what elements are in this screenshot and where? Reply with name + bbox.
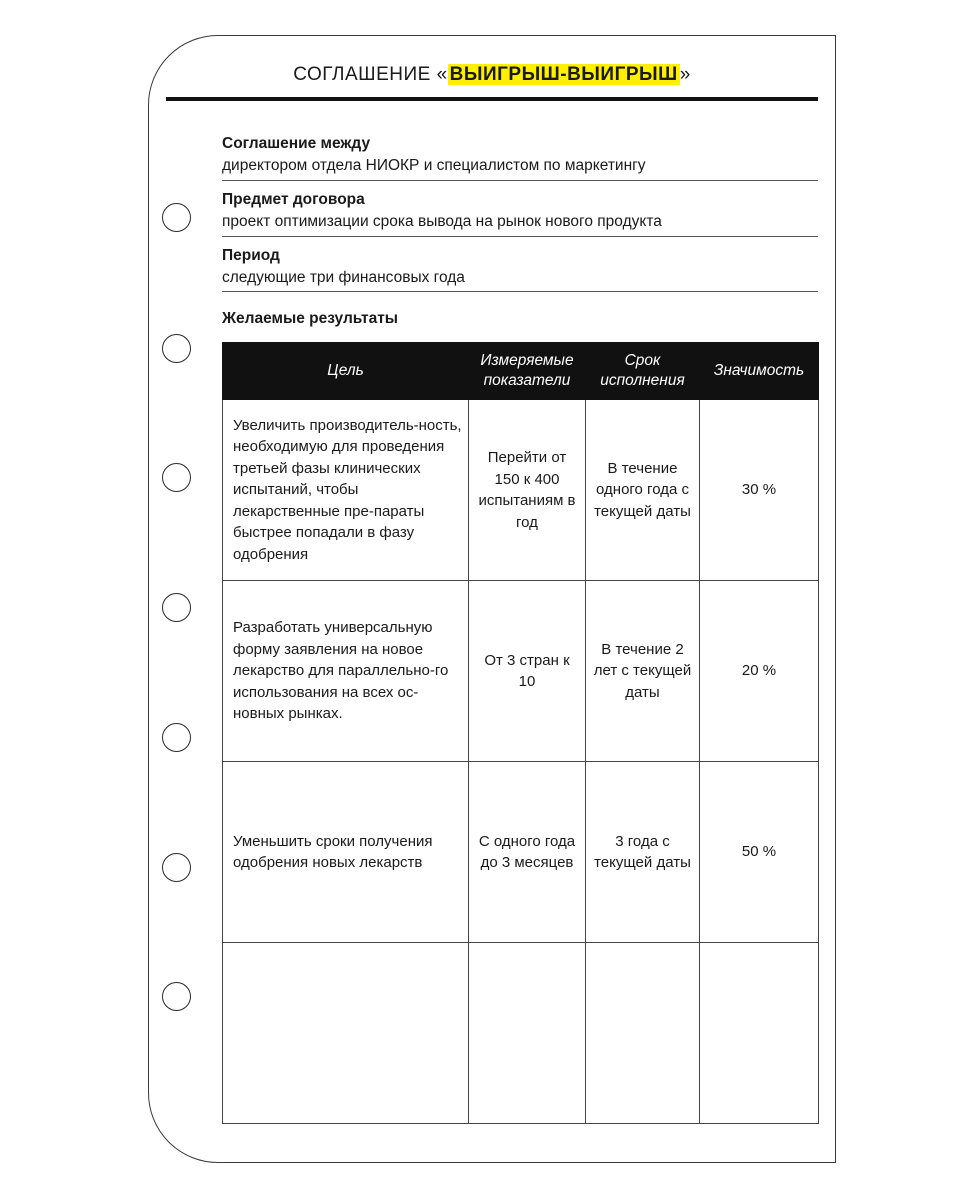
results-table bbox=[222, 342, 819, 1124]
field-value: следующие три финансовых года bbox=[222, 269, 465, 286]
metric-cell: С одного года до 3 месяцев bbox=[469, 762, 586, 943]
binder-hole bbox=[162, 982, 191, 1011]
contract-subject-field bbox=[222, 190, 818, 231]
field-value: директором отдела НИОКР и специалистом по маркетингу bbox=[222, 157, 646, 174]
binder-hole bbox=[162, 334, 191, 363]
deadline-cell: 3 года с текущей даты bbox=[586, 762, 700, 943]
field-divider bbox=[222, 180, 818, 181]
field-label: Предмет договора bbox=[222, 191, 365, 208]
deadline-cell bbox=[586, 943, 700, 1124]
table-row bbox=[223, 400, 819, 581]
field-divider bbox=[222, 291, 818, 292]
page-title bbox=[166, 64, 818, 86]
title-highlight: ВЫИГРЫШ-ВЫИГРЫШ bbox=[449, 64, 678, 85]
goal-cell: Уменьшить сроки получения одобрения новых лекарств bbox=[223, 762, 469, 943]
agreement-between-field bbox=[222, 134, 818, 175]
deadline-cell: В течение одного года с текущей даты bbox=[586, 400, 700, 581]
binder-hole bbox=[162, 593, 191, 622]
metric-cell: От 3 стран к 10 bbox=[469, 581, 586, 762]
period-field bbox=[222, 246, 818, 287]
goal-cell: Разработать универсальную форму заявления на новое лекарство для параллельно-го использования на всех ос-новных рынках. bbox=[223, 581, 469, 762]
column-header-goal: Цель bbox=[223, 343, 469, 400]
metric-cell: Перейти от 150 к 400 испытаниям в год bbox=[469, 400, 586, 581]
table-header-row bbox=[223, 343, 819, 400]
title-divider bbox=[166, 97, 818, 101]
table-row bbox=[223, 581, 819, 762]
binder-hole bbox=[162, 853, 191, 882]
table-row bbox=[223, 762, 819, 943]
weight-cell: 50 % bbox=[700, 762, 819, 943]
field-divider bbox=[222, 236, 818, 237]
binder-hole bbox=[162, 723, 191, 752]
column-header-metrics: Измеряемые показатели bbox=[469, 343, 586, 400]
metric-cell bbox=[469, 943, 586, 1124]
weight-cell: 20 % bbox=[700, 581, 819, 762]
field-value: проект оптимизации срока вывода на рынок нового продукта bbox=[222, 213, 662, 230]
column-header-weight: Значимость bbox=[700, 343, 819, 400]
deadline-cell: В течение 2 лет с текущей даты bbox=[586, 581, 700, 762]
goal-cell bbox=[223, 943, 469, 1124]
weight-cell: 30 % bbox=[700, 400, 819, 581]
title-suffix: » bbox=[679, 64, 691, 85]
weight-cell bbox=[700, 943, 819, 1124]
goal-cell: Увеличить производитель-ность, необходимую для проведения третьей фазы клинических испытаний, чтобы лекарственные пре-параты быстрее попадали в фазу одобрения bbox=[223, 400, 469, 581]
desired-results-label: Желаемые результаты bbox=[222, 310, 399, 327]
field-label: Период bbox=[222, 247, 280, 264]
field-label: Соглашение между bbox=[222, 135, 371, 152]
title-prefix: СОГЛАШЕНИЕ « bbox=[293, 64, 448, 85]
binder-hole bbox=[162, 463, 191, 492]
binder-hole bbox=[162, 203, 191, 232]
table-row-empty bbox=[223, 943, 819, 1124]
column-header-deadline: Срок исполнения bbox=[586, 343, 700, 400]
